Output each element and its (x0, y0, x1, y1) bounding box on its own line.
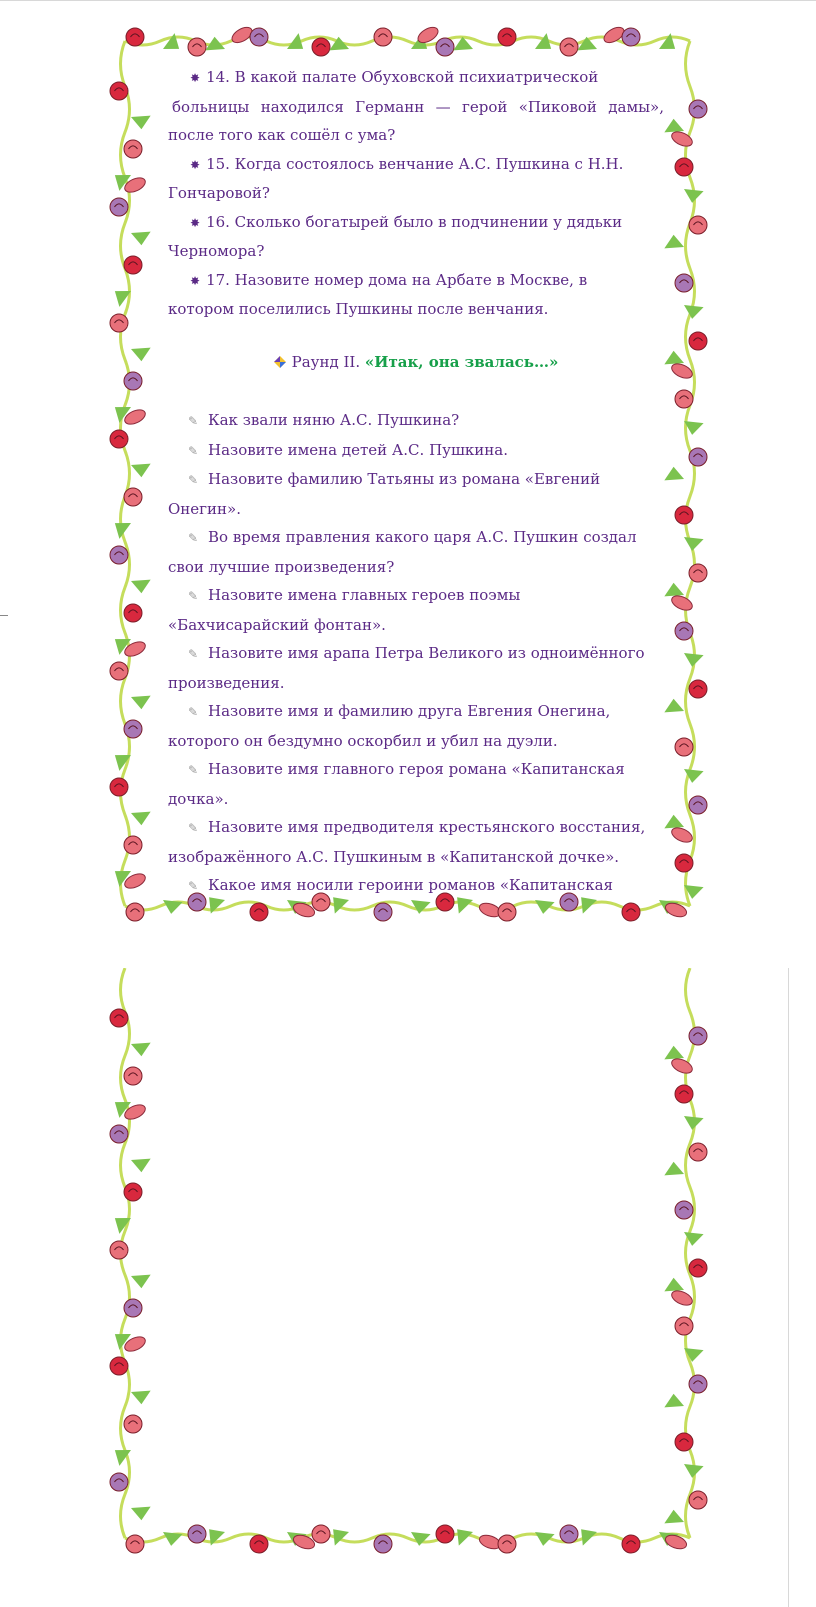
bullet-item-continuation: изображённого А.С. Пушкиным в «Капитанской дочке». (168, 847, 620, 866)
rose-flower (689, 1491, 707, 1509)
rose-flower (675, 506, 693, 524)
rose-flower (689, 216, 707, 234)
rose-flower (374, 28, 392, 46)
rose-flower (126, 1535, 144, 1553)
rose-flower (110, 1009, 128, 1027)
feather-bullet-icon: ✎ (188, 705, 199, 719)
rose-flower (675, 158, 693, 176)
leaf (128, 689, 150, 710)
leaf (128, 1152, 150, 1173)
leaf (680, 530, 704, 553)
rose-flower (622, 1535, 640, 1553)
rose-flower (675, 1201, 693, 1219)
rose-flower (560, 1525, 578, 1543)
rose-flower (689, 796, 707, 814)
rose-flower (689, 1143, 707, 1161)
floral-frame-border (0, 968, 816, 1607)
leaf (128, 341, 150, 362)
question-16: ✸ 16. Сколько богатырей было в подчинении у дядьки (190, 212, 623, 231)
leaf (111, 1211, 135, 1234)
leaf (128, 1268, 150, 1289)
feather-bullet-icon: ✎ (188, 763, 199, 777)
rose-flower (689, 1259, 707, 1277)
rose-flower (124, 140, 142, 158)
leaf (128, 1384, 150, 1405)
rose-flower (124, 488, 142, 506)
round-heading (168, 348, 664, 377)
feather-bullet-icon: ✎ (188, 414, 199, 428)
bullet-item: ✎ Назовите фамилию Татьяны из романа «Евгений (168, 465, 664, 495)
leaf (128, 573, 150, 594)
rose-flower (124, 604, 142, 622)
rose-flower (188, 1525, 206, 1543)
rose-flower (374, 903, 392, 921)
leaf (128, 225, 150, 246)
rose-flower (675, 1433, 693, 1451)
rose-flower (110, 1473, 128, 1491)
bullet-item: ✎ Как звали няню А.С. Пушкина? (168, 406, 664, 436)
bullet-item: ✎ Назовите имя арапа Петра Великого из одноимённого (168, 639, 664, 669)
rose-flower (110, 546, 128, 564)
leaf (664, 1392, 686, 1413)
leaf (680, 878, 704, 901)
feather-bullet-icon: ✎ (188, 879, 199, 893)
rose-flower (110, 314, 128, 332)
rose-flower (124, 720, 142, 738)
rose-flower (498, 903, 516, 921)
rose-flower (689, 1027, 707, 1045)
asterisk-bullet-icon: ✸ (190, 71, 201, 85)
leaf (407, 1525, 431, 1548)
leaf (664, 1508, 686, 1529)
bullet-item: ✎ Назовите имя главного героя романа «Капитанская (168, 755, 664, 785)
rose-flower (675, 622, 693, 640)
rose-flower (675, 738, 693, 756)
rose-flower (110, 1241, 128, 1259)
rose-flower (689, 332, 707, 350)
rose-flower (250, 903, 268, 921)
document-page-2 (0, 968, 816, 1607)
rose-flower (110, 662, 128, 680)
leaf (680, 414, 704, 437)
rose-flower (498, 28, 516, 46)
rose-flower (124, 256, 142, 274)
round-label: Раунд II. (291, 352, 365, 371)
rose-flower (689, 100, 707, 118)
page-content (168, 63, 664, 901)
leaf (664, 465, 686, 486)
bullet-item: ✎ Назовите имя предводителя крестьянского восстания, (168, 813, 664, 843)
rose-flower (622, 903, 640, 921)
rose-flower (689, 680, 707, 698)
rose-flower (675, 1317, 693, 1335)
leaf (664, 697, 686, 718)
bullet-item: ✎ Назовите имена главных героев поэмы (168, 581, 664, 611)
bullet-item: ✎ Назовите имя и фамилию друга Евгения Онегина, (168, 697, 664, 727)
rose-flower (436, 1525, 454, 1543)
leaf (531, 1525, 555, 1548)
rose-flower (124, 372, 142, 390)
leaf (111, 748, 135, 771)
question-14: ✸ 14. В какой палате Обуховской психиатрической (190, 68, 599, 86)
rose-flower (675, 1085, 693, 1103)
rose-flower (689, 448, 707, 466)
rose-flower (675, 390, 693, 408)
rose-flower (250, 28, 268, 46)
question-15: ✸ 15. Когда состоялось венчание А.С. Пушкина с Н.Н. (190, 154, 624, 173)
asterisk-bullet-icon: ✸ (190, 215, 201, 230)
leaf (680, 646, 704, 669)
rose-flower (110, 82, 128, 100)
rose-flower (110, 778, 128, 796)
rose-flower (110, 198, 128, 216)
rose-flower (124, 1067, 142, 1085)
rose-flower (110, 1125, 128, 1143)
rose-flower (126, 903, 144, 921)
question-14-line2: больницы находился Германн — герой «Пиковой дамы», (172, 97, 664, 116)
question-17: ✸ 17. Назовите номер дома на Арбате в Москве, в (190, 270, 588, 289)
asterisk-bullet-icon: ✸ (190, 157, 201, 172)
rose-flower (560, 38, 578, 56)
rose-bud (669, 1288, 694, 1308)
leaf (128, 1036, 150, 1057)
rose-flower (675, 854, 693, 872)
diamond-bullet-icon (274, 356, 286, 368)
rose-flower (188, 38, 206, 56)
leaf (128, 1500, 150, 1521)
vine-stem (121, 41, 130, 906)
feather-bullet-icon: ✎ (188, 589, 199, 603)
rose-flower (124, 836, 142, 854)
leaf (664, 1160, 686, 1181)
rose-flower (312, 1525, 330, 1543)
question-16-line2: Черномора? (168, 242, 265, 260)
bullet-item-continuation: дочка». (168, 789, 229, 808)
margin-tick (0, 615, 8, 616)
rose-flower (498, 1535, 516, 1553)
feather-bullet-icon: ✎ (188, 473, 199, 487)
rose-bud (669, 825, 694, 845)
rose-flower (689, 564, 707, 582)
bullet-item-continuation: свои лучшие произведения? (168, 557, 395, 576)
question-15-line2: Гончаровой? (168, 184, 270, 202)
leaf (680, 1109, 704, 1132)
asterisk-bullet-icon: ✸ (190, 273, 201, 288)
leaf (128, 457, 150, 478)
round-title: «Итак, она звалась…» (364, 352, 559, 371)
feather-bullet-icon: ✎ (188, 443, 199, 458)
page-gap (0, 950, 816, 968)
bullet-item-continuation: Онегин». (168, 499, 241, 518)
rose-flower (312, 38, 330, 56)
bullet-item-continuation: которого он бездумно оскорбил и убил на дуэли. (168, 731, 558, 750)
leaf (664, 233, 686, 254)
leaf (205, 35, 227, 56)
rose-flower (689, 1375, 707, 1393)
feather-bullet-icon: ✎ (188, 647, 199, 661)
rose-flower (436, 38, 454, 56)
rose-flower (126, 28, 144, 46)
leaf (128, 109, 150, 130)
bullet-item: ✎ Назовите имена детей А.С. Пушкина. (168, 436, 664, 466)
bullet-list (168, 406, 664, 901)
rose-bud (669, 1056, 694, 1076)
bullet-item-continuation: «Бахчисарайский фонтан». (168, 615, 386, 634)
bullet-item: ✎ Какое имя носили героини романов «Капитанская (168, 871, 664, 901)
rose-flower (622, 28, 640, 46)
rose-flower (124, 1415, 142, 1433)
rose-flower (124, 1299, 142, 1317)
rose-flower (250, 1535, 268, 1553)
rose-bud (669, 593, 694, 613)
question-17-line2: котором поселились Пушкины после венчания. (168, 300, 549, 318)
leaf (680, 1341, 704, 1364)
rose-flower (675, 274, 693, 292)
vine-stem (686, 968, 695, 1538)
bullet-item-continuation: произведения. (168, 673, 285, 692)
feather-bullet-icon: ✎ (188, 531, 199, 545)
rose-flower (110, 430, 128, 448)
leaf (680, 298, 704, 321)
rose-flower (374, 1535, 392, 1553)
bullet-item: ✎ Во время правления какого царя А.С. Пушкин создал (168, 523, 664, 553)
leaf (111, 284, 135, 307)
feather-bullet-icon: ✎ (188, 821, 199, 835)
rose-flower (110, 1357, 128, 1375)
rose-flower (124, 1183, 142, 1201)
leaf (128, 805, 150, 826)
question-14-line3: после того как сошёл с ума? (168, 126, 396, 144)
page-edge (788, 968, 789, 1607)
